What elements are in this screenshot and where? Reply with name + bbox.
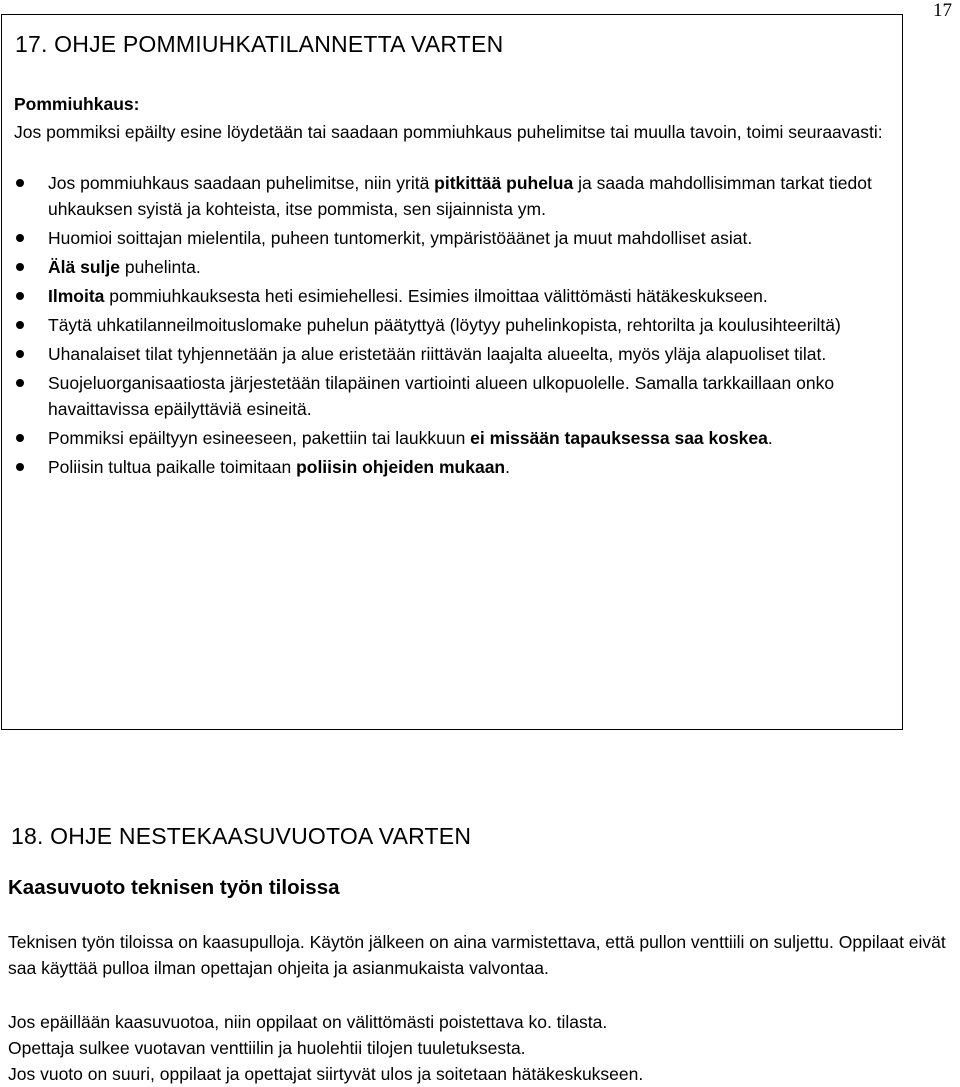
bomb-threat-intro: Jos pommiksi epäilty esine löydetään tai saadaan pommiuhkaus puhelimitse tai muulla tavoin, toimi seuraavasti:	[14, 122, 883, 142]
gas-leak-line: Jos vuoto on suuri, oppilaat ja opettajat siirtyvät ulos ja soitetaan hätäkeskukseen.	[8, 1064, 644, 1084]
instruction-item: Täytä uhkatilanneilmoituslomake puhelun päätyttyä (löytyy puhelinkopista, rehtorilta ja koulusihteeriltä)	[10, 312, 872, 338]
section-18-title: 18. OHJE NESTEKAASUVUOTOA VARTEN	[11, 823, 472, 849]
instruction-item: Suojeluorganisaatiosta järjestetään tilapäinen vartiointi alueen ulkopuolelle. Samalla tarkkaillaan onko havaittavissa epäilyttäviä esineitä.	[10, 370, 872, 422]
bomb-threat-instructions	[10, 170, 872, 480]
bomb-threat-subheading: Pommiuhkaus:	[14, 94, 140, 114]
instruction-item: Jos pommiuhkaus saadaan puhelimitse, niin yritä pitkittää puhelua ja saada mahdollisimman tarkat tiedot uhkauksen syistä ja kohteista, itse pommista, sen sijainnista ym.	[10, 170, 872, 222]
instruction-item: Huomioi soittajan mielentila, puheen tuntomerkit, ympäristöäänet ja muut mahdolliset asiat.	[10, 225, 872, 251]
instruction-item: Uhanalaiset tilat tyhjennetään ja alue eristetään riittävän laajalta alueelta, myös yläja alapuoliset tilat.	[10, 341, 872, 367]
instruction-item: Ilmoita pommiuhkauksesta heti esimiehellesi. Esimies ilmoittaa välittömästi hätäkeskukseen.	[10, 283, 872, 309]
page-number: 17	[933, 0, 952, 21]
gas-leak-paragraph	[8, 1009, 958, 1087]
instruction-item: Pommiksi epäiltyyn esineeseen, pakettiin tai laukkuun ei missään tapauksessa saa koskea.	[10, 425, 872, 451]
gas-cylinder-paragraph: Teknisen työn tiloissa on kaasupulloja. Käytön jälkeen on aina varmistettava, että pullon venttiili on suljettu. Oppilaat eivät saa käyttää pulloa ilman opettajan ohjeita ja asianmukaista valvontaa.	[8, 932, 946, 978]
instruction-item: Poliisin tultua paikalle toimitaan poliisin ohjeiden mukaan.	[10, 454, 872, 480]
gas-leak-line: Opettaja sulkee vuotavan venttiilin ja huolehtii tilojen tuuletuksesta.	[8, 1038, 526, 1058]
instruction-item: Älä sulje puhelinta.	[10, 254, 872, 280]
section-17-title: 17. OHJE POMMIUHKATILANNETTA VARTEN	[15, 31, 504, 57]
gas-leak-line: Jos epäillään kaasuvuotoa, niin oppilaat on välittömästi poistettava ko. tilasta.	[8, 1012, 608, 1032]
gas-leak-subheading: Kaasuvuoto teknisen työn tiloissa	[8, 876, 340, 899]
